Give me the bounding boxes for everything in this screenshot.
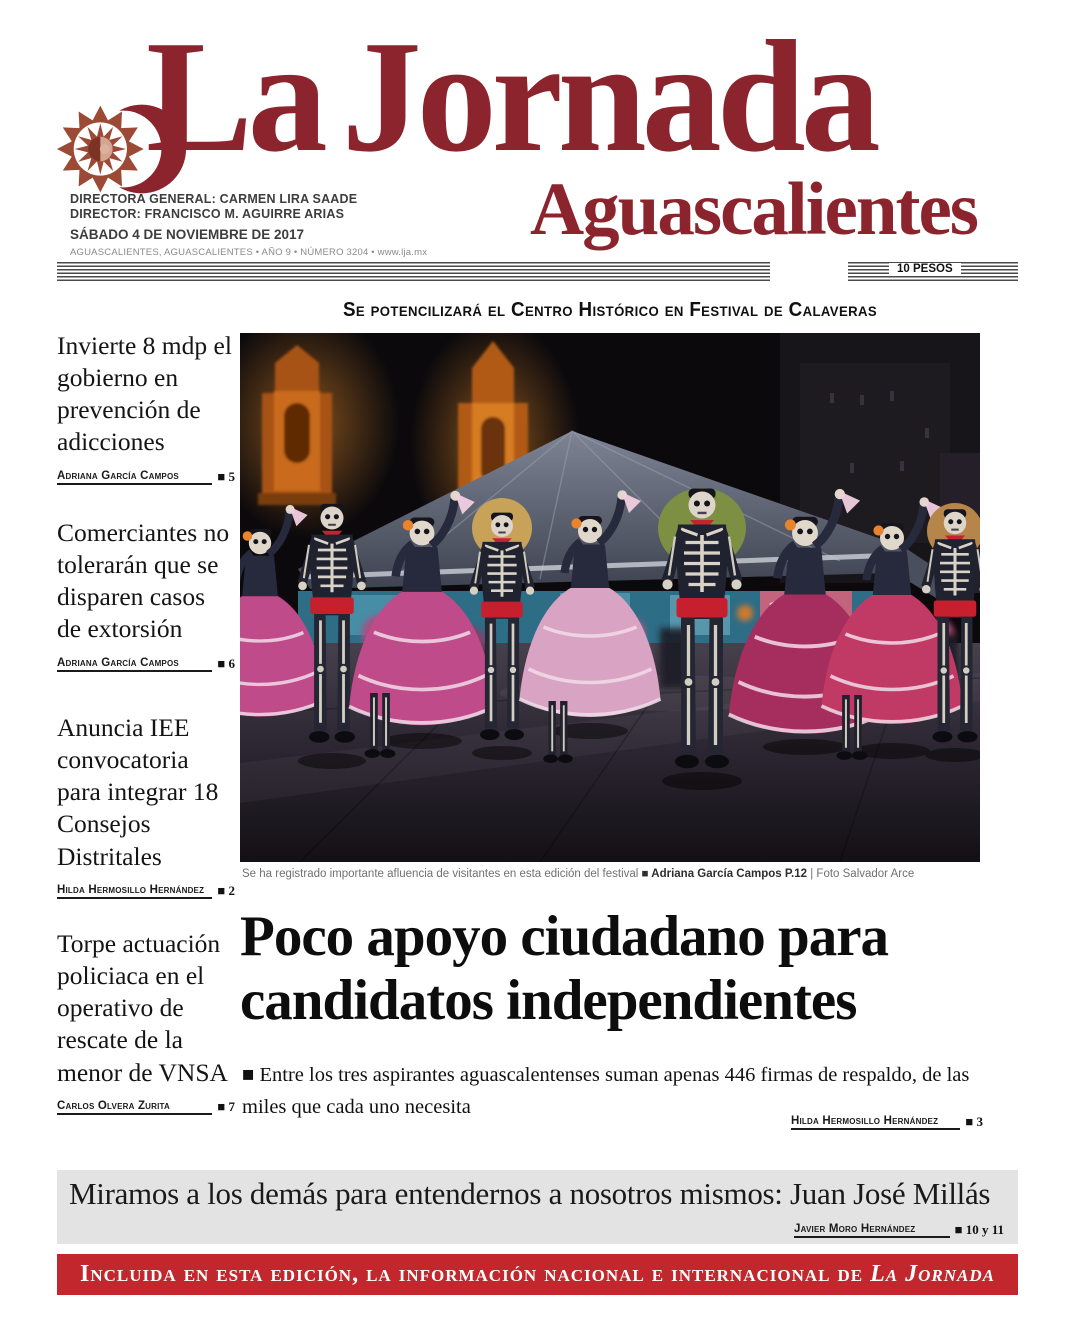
byline-name: Carlos Olvera Zurita	[57, 1100, 212, 1115]
article-teaser	[57, 517, 235, 672]
article-title: Comerciantes no tolerarán que se disparen casos de extorsión	[57, 518, 230, 644]
price-label: 10 PESOS	[889, 263, 961, 275]
article-byline	[57, 656, 235, 672]
article-byline	[57, 1099, 235, 1115]
footer-banner	[57, 1254, 1018, 1295]
article-teaser	[57, 928, 235, 1115]
byline-name: Hilda Hermosillo Hernández	[791, 1115, 960, 1130]
article-teaser	[57, 712, 235, 899]
masthead-region: Aguascalientes	[530, 168, 977, 251]
lead-deck: ■ Entre los tres aspirantes aguascalentenses suman apenas 446 firmas de respaldo, de las miles que cada uno necesita	[242, 1064, 970, 1118]
photo-caption	[242, 868, 980, 880]
date-line: SÁBADO 4 DE NOVIEMBRE DE 2017	[70, 227, 305, 242]
article-title: Invierte 8 mdp el gobierno en prevención de adicciones	[57, 331, 232, 457]
masthead-title: La Jornada	[146, 7, 876, 185]
kicker-headline: Se potencilizará el Centro Histórico en Festival de Calaveras	[342, 299, 878, 321]
festival-photo	[240, 333, 980, 862]
article-byline	[57, 883, 235, 899]
footer-banner-brand: La Jornada	[870, 1261, 995, 1287]
page-number: ■ 2	[217, 882, 235, 898]
masthead-rule-band	[57, 262, 1018, 283]
byline-name: Hilda Hermosillo Hernández	[57, 884, 212, 899]
article-byline	[57, 469, 235, 485]
lead-byline	[791, 1114, 983, 1130]
caption-text: Se ha registrado importante afluencia de visitantes en esta edición del festival	[242, 868, 639, 880]
quote-byline	[794, 1222, 1004, 1238]
byline-name: Adriana García Campos	[57, 470, 212, 485]
caption-credit: ■ Adriana García Campos P.12	[641, 868, 808, 880]
page-number: ■ 5	[217, 468, 235, 484]
director-line: DIRECTOR: FRANCISCO M. AGUIRRE ARIAS	[70, 207, 345, 221]
footer-banner-text: Incluida en esta edición, la información nacional e internacional de	[80, 1261, 871, 1287]
directors-block	[70, 192, 357, 222]
byline-name: Adriana García Campos	[57, 657, 212, 672]
article-title: Torpe actuación policiaca en el operativo de rescate de la menor de VNSA	[57, 929, 228, 1087]
page-number: ■ 7	[217, 1098, 235, 1114]
byline-name: Javier Moro Hernández	[794, 1223, 950, 1238]
article-title: Anuncia IEE convocatoria para integrar 18 Consejos Distritales	[57, 713, 219, 871]
page-number: ■ 10 y 11	[954, 1222, 1004, 1237]
caption-photo-credit: | Foto Salvador Arce	[810, 868, 915, 880]
edition-line: AGUASCALIENTES, AGUASCALIENTES • AÑO 9 • NÚMERO 3204 • www.lja.mx	[70, 247, 428, 258]
article-teaser	[57, 330, 235, 485]
rule-band-gap	[770, 258, 848, 288]
director-general-line: DIRECTORA GENERAL: CARMEN LIRA SAADE	[70, 192, 358, 206]
quote-bar	[57, 1170, 1018, 1244]
lead-headline: Poco apoyo ciudadano para candidatos independientes	[240, 905, 889, 1033]
page-number: ■ 3	[965, 1114, 983, 1129]
page-number: ■ 6	[217, 655, 235, 671]
quote-headline: Miramos a los demás para entendernos a nosotros mismos: Juan José Millás	[69, 1176, 991, 1211]
